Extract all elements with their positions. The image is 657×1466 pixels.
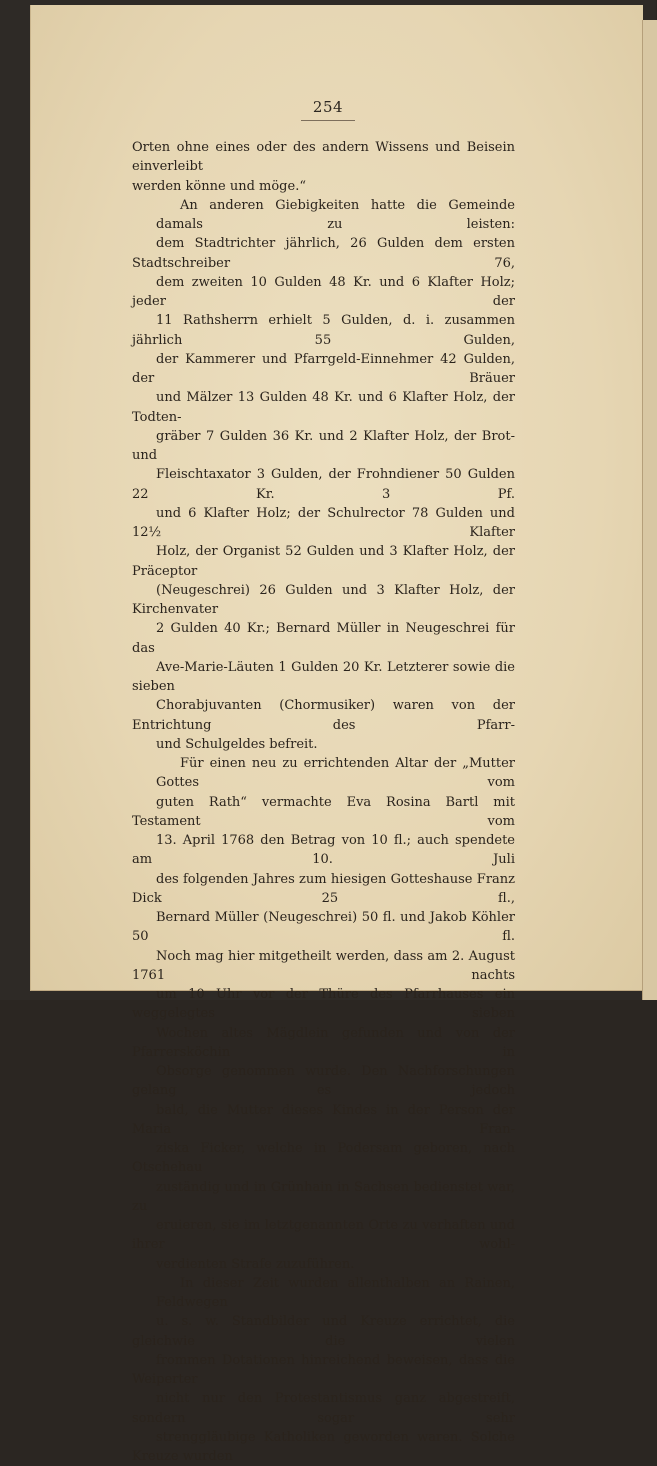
text-line: Obsorge genommen wurde. Den Nachforschungen gelang es jedoch	[132, 1064, 515, 1099]
text-line: Holz, der Organist 52 Gulden und 3 Klafter Holz, der Präceptor	[132, 544, 515, 579]
text-line: ziska Ficker, welche in Podersam geboren, nach Otschehau	[132, 1141, 515, 1176]
text-line: der Kammerer und Pfarrgeld-Einnehmer 42 Gulden, der Bräuer	[132, 351, 515, 386]
text-line: des folgenden Jahres zum hiesigen Gotteshause Franz Dick 25 fl.,	[132, 871, 515, 906]
text-line: Wochen altes Mägdlein gefunden und von der Pfarrersköchin in	[132, 1025, 515, 1060]
body-text	[132, 138, 515, 1466]
text-line: und Schulgeldes befreit.	[156, 736, 318, 752]
text-line: In dieser Zeit wurden allenthalben an Rainen, Feldwegen	[156, 1275, 515, 1310]
text-line: werden könne und möge.“	[132, 178, 306, 194]
text-line: um 10 Uhr vor der Thüre des Pfarrhauses ein weggelegtes sieben	[132, 987, 515, 1022]
text-line: Für einen neu zu errichtenden Altar der „Mutter Gottes vom	[156, 756, 515, 791]
text-line: Fleischtaxator 3 Gulden, der Frohndiener 50 Gulden 22 Kr. 3 Pf.	[132, 467, 515, 502]
text-line: 11 Rathsherrn erhielt 5 Gulden, d. i. zusammen jährlich 55 Gulden,	[132, 313, 515, 348]
text-line: nicht nur den Protestantismus ganz abgestreift, sondern sogar sehr	[132, 1391, 515, 1426]
text-line: und 6 Klafter Holz; der Schulrector 78 Gulden und 12½ Klafter	[132, 505, 515, 540]
paragraph	[132, 138, 515, 196]
text-line: bald, die Mutter dieses Kindes in der Person der Maria Fran-	[132, 1102, 515, 1137]
text-line: Orten ohne eines oder des andern Wissens und Beisein einverleibt	[132, 140, 515, 175]
text-line: eruieren, sie im letztgenannten Orte zu verhaften und ihrer wohl-	[132, 1218, 515, 1253]
text-line: Ave-Marie-Läuten 1 Gulden 20 Kr. Letzterer sowie die sieben	[132, 659, 515, 694]
text-line: verdienten Strafe zuzuführen.	[156, 1256, 355, 1272]
next-page-edge	[642, 20, 657, 1000]
text-line: 13. April 1768 den Betrag von 10 fl.; auch spendete am 10. Juli	[132, 833, 515, 868]
text-line: (Neugeschrei) 26 Gulden und 3 Klafter Holz, der Kirchenvater	[132, 582, 515, 617]
text-line: strenggläubige Katholiken geworden waren. Solche Kreuze wurden	[132, 1429, 515, 1464]
text-line: u. s. w. Standbilder und Kreuze errichtet, die gleichwie die vielen	[132, 1314, 515, 1349]
text-line: und Mälzer 13 Gulden 48 Kr. und 6 Klafter Holz, der Todten-	[132, 390, 515, 425]
text-line: Noch mag hier mitgetheilt werden, dass am 2. August 1761 nachts	[132, 948, 515, 983]
text-line: Bernard Müller (Neugeschrei) 50 fl. und Jakob Köhler 50 fl.	[132, 910, 515, 945]
paragraph	[132, 196, 515, 754]
page-number-rule	[301, 120, 355, 121]
text-line: guten Rath“ vermachte Eva Rosina Bartl mit Testament vom	[132, 794, 515, 829]
text-line: dem zweiten 10 Gulden 48 Kr. und 6 Klafter Holz; jeder der	[132, 274, 515, 309]
paragraph	[132, 1274, 515, 1466]
text-line: 2 Gulden 40 Kr.; Bernard Müller in Neugeschrei für das	[132, 621, 515, 656]
text-line: gräber 7 Gulden 36 Kr. und 2 Klafter Holz, der Brot- und	[132, 428, 515, 463]
text-line: frommen Dotationen hinreichend beweisen, dass die Weiperter	[132, 1352, 515, 1387]
text-line: Chorabjuvanten (Chormusiker) waren von der Entrichtung des Pfarr-	[132, 698, 515, 733]
text-line: An anderen Giebigkeiten hatte die Gemeinde damals zu leisten:	[156, 197, 515, 232]
text-line: zuständig und in Grünhain in Sachsen bedienstet war, zu	[132, 1179, 515, 1214]
paragraph	[132, 754, 515, 1274]
page-number: 254	[312, 98, 344, 116]
text-line: dem Stadtrichter jährlich, 26 Gulden dem ersten Stadtschreiber 76,	[132, 236, 515, 271]
